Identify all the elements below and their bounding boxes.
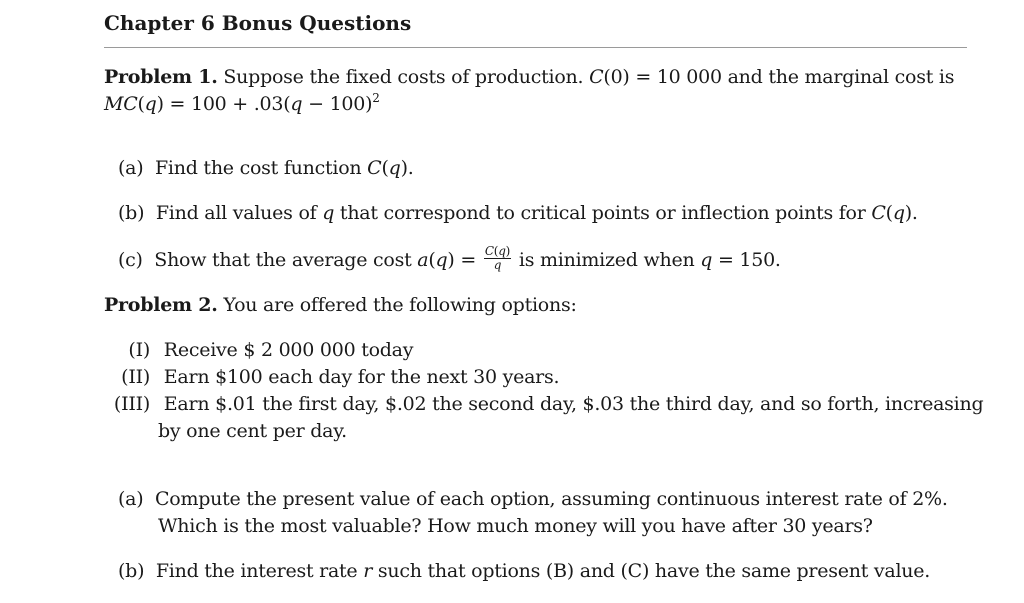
option-label: (III) [113,393,150,415]
problem-1-part-a: (a) Find the cost function C(q). [118,155,414,182]
option-label: (I) [128,339,150,361]
page-title: Chapter 6 Bonus Questions [104,11,412,35]
problem-1-heading: Problem 1. [104,66,218,88]
problem-1-part-b: (b) Find all values of q that correspond to critical points or inflection points for C(q). [118,200,918,227]
problem-1-statement: Problem 1. Suppose the fixed costs of production. C(0) = 10 000 and the marginal cost is [104,66,955,88]
problem-1-marginal-cost: $MC(q) = 100 + .03(q - 100)^2$ [104,91,380,115]
problem-2-heading: Problem 2. [104,294,218,316]
part-label: (a) [118,488,144,510]
problem-2-part-a-continuation: Which is the most valuable? How much money will you have after 30 years? [158,515,873,537]
option-ii [104,364,559,391]
problem-2-statement [104,292,577,319]
part-label: (a) [118,157,144,179]
problem-1-part-c: (c) Show that the average cost a(q) = $\frac{C(q)}{q}$ is minimized when q = 150. [118,247,781,275]
part-label: (c) [118,249,143,271]
part-label: (b) [118,202,145,224]
problem-2-part-b: (b) Find the interest rate r such that options (B) and (C) have the same present value. [118,558,930,585]
problem-2-intro: You are offered the following options: [223,294,577,316]
option-text: Earn $100 each day for the next 30 years. [163,366,560,388]
option-i [104,337,413,364]
option-iii [104,391,983,418]
option-iii-continuation: by one cent per day. [158,420,347,442]
option-text: Receive $ 2 000 000 today [163,339,414,361]
part-text: Compute the present value of each option, assuming continuous interest rate of 2%. [155,488,948,510]
option-label: (II) [121,366,150,388]
title-divider [104,47,967,48]
problem-2-part-a [118,486,948,513]
average-cost-fraction: $\frac{C(q)}{q}$ [484,243,511,272]
part-label: (b) [118,560,145,582]
option-text: Earn $.01 the first day, $.02 the second day, $.03 the third day, and so forth, increasing [163,393,984,415]
